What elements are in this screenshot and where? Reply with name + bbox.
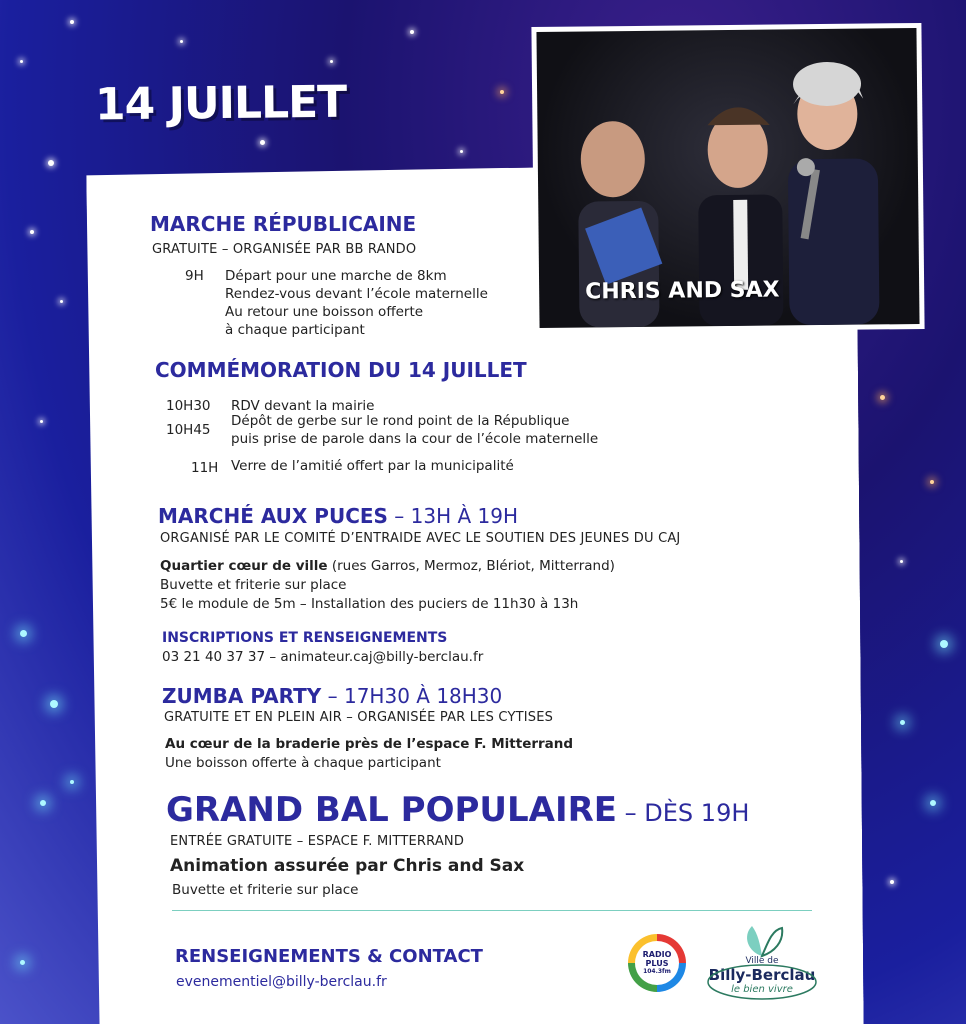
- commemoration-time-1: 10H30: [166, 398, 211, 414]
- puces-line-2: Buvette et friterie sur place: [160, 577, 347, 593]
- commemoration-text-3: Verre de l’amitié offert par la municipalité: [231, 458, 514, 474]
- bal-line-2: Buvette et friterie sur place: [172, 882, 359, 898]
- zumba-line-bold: Au cœur de la braderie près de l’espace F. Mitterrand: [165, 736, 574, 752]
- zumba-line-2: Une boisson offerte à chaque participant: [165, 755, 441, 771]
- marche-line-2: Rendez-vous devant l’école maternelle: [225, 286, 488, 302]
- contact-title: RENSEIGNEMENTS & CONTACT: [175, 946, 483, 967]
- section-subtitle-bal: ENTRÉE GRATUITE – ESPACE F. MITTERRAND: [170, 834, 465, 849]
- photo-caption: CHRIS AND SAX: [585, 277, 780, 305]
- marche-line-4: à chaque participant: [225, 322, 365, 338]
- section-subtitle-puces: ORGANISÉ PAR LE COMITÉ D’ENTRAIDE AVEC LE SOUTIEN DES JEUNES DU CAJ: [160, 531, 681, 546]
- contact-email[interactable]: evenementiel@billy-berclau.fr: [176, 974, 387, 990]
- marche-line-1: Départ pour une marche de 8km: [225, 268, 447, 284]
- commemoration-text-2: Dépôt de gerbe sur le rond point de la République: [231, 413, 570, 429]
- marche-time: 9H: [185, 268, 204, 284]
- section-title-marche: MARCHE RÉPUBLICAINE: [150, 212, 417, 236]
- section-title-puces: MARCHÉ AUX PUCES – 13H À 19H: [158, 504, 519, 528]
- divider: [172, 910, 812, 911]
- commemoration-text-2b: puis prise de parole dans la cour de l’école maternelle: [231, 431, 599, 447]
- billy-butterfly-icon: [738, 922, 786, 958]
- puces-location: Quartier cœur de ville (rues Garros, Mermoz, Blériot, Mitterrand): [160, 558, 615, 574]
- bal-line-bold: Animation assurée par Chris and Sax: [170, 856, 525, 876]
- inscriptions-title: INSCRIPTIONS ET RENSEIGNEMENTS: [162, 630, 448, 646]
- inscriptions-contact: 03 21 40 37 37 – animateur.caj@billy-berclau.fr: [162, 649, 484, 665]
- commemoration-text-1: RDV devant la mairie: [231, 398, 375, 414]
- radio-plus-logo: RADIO PLUS 104.3fm: [628, 934, 686, 992]
- puces-line-3: 5€ le module de 5m – Installation des puciers de 11h30 à 13h: [160, 596, 579, 612]
- section-title-bal: GRAND BAL POPULAIRE – DÈS 19H: [166, 790, 750, 830]
- commemoration-time-2: 10H45: [166, 422, 211, 438]
- commemoration-time-3: 11H: [191, 460, 219, 476]
- page-title: 14 JUILLET: [94, 76, 347, 131]
- section-subtitle-marche: GRATUITE – ORGANISÉE PAR BB RANDO: [152, 242, 417, 257]
- billy-berclau-logo: Ville de Billy-Berclau le bien vivre: [706, 922, 818, 1002]
- section-subtitle-zumba: GRATUITE ET EN PLEIN AIR – ORGANISÉE PAR LES CYTISES: [164, 710, 554, 725]
- marche-line-3: Au retour une boisson offerte: [225, 304, 424, 320]
- section-title-commemoration: COMMÉMORATION DU 14 JUILLET: [155, 358, 527, 382]
- section-title-zumba: ZUMBA PARTY – 17H30 À 18H30: [162, 684, 503, 708]
